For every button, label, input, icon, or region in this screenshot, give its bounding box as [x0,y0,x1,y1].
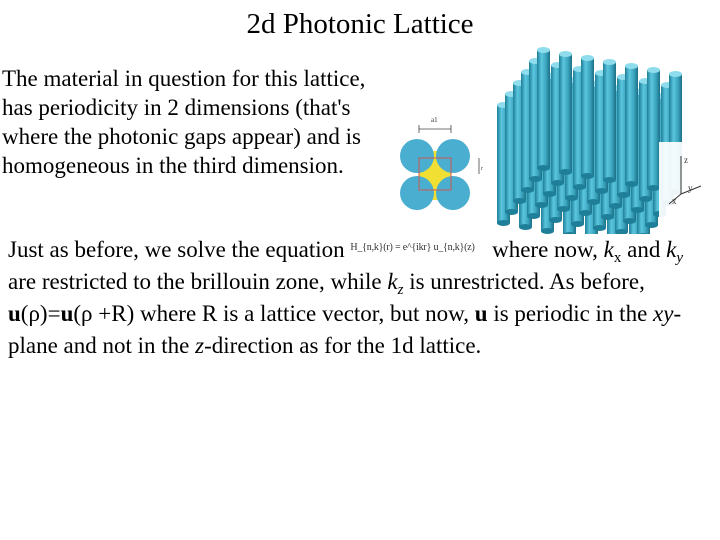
cylinder-bottom [549,217,562,223]
cylinder-bottom [625,181,638,187]
cylinder-bottom [559,169,572,175]
cylinder-bottom [535,202,548,208]
svg-text:r: r [481,166,483,172]
cylinder-bottom [639,196,652,202]
cylinder-bottom [595,188,608,194]
cylinder-lattice-figure [491,44,715,234]
cylinder-rod [537,50,550,168]
cylinder-bottom [537,165,550,171]
cylinder-bottom [571,221,584,227]
cylinder-bottom [617,192,630,198]
cylinder-top [603,59,616,65]
cylinder-bottom [573,184,586,190]
page-title: 2d Photonic Lattice [246,8,474,40]
cylinder-bottom [609,203,622,209]
axis-z-label: z [684,155,688,165]
cylinder-bottom [603,177,616,183]
cylinder-rod [581,58,594,176]
cell-label: a1 [431,116,438,124]
cylinder-bottom [579,210,592,216]
cylinder-rod [625,66,638,184]
cylinder-bottom [519,224,532,230]
unit-cell-figure [393,108,489,212]
body-paragraph: Just as before, we solve the equation H_{n,k}(r) = e^{ikr} u_{n,k}(z) where now, $k_x$ and $k_y$ are restricted to the brillouin zone, while $k_z$ is unrestricted. As before, u(ρ)=u(ρ +R) where R is a lattice vector, but now, u is periodic in the xy-plane and not in the z-direction as for the 1d lattice. [8,237,683,358]
cylinder-top [537,47,550,53]
cylinder-bottom [587,199,600,205]
cylinder-top [559,51,572,57]
cylinder-bottom [505,209,518,215]
cylinder-bottom [527,213,540,219]
cylinder-bottom [565,195,578,201]
cylinder-rod [647,70,660,188]
rod-cross-section [436,176,470,210]
cylinder-top [581,55,594,61]
cylinder-bottom [581,173,594,179]
cylinder-bottom [645,222,658,228]
cylinder-bottom [543,191,556,197]
cylinder-bottom [647,185,660,191]
cylinder-rod [603,62,616,180]
cylinder-bottom [551,180,564,186]
cylinder-top [625,63,638,69]
equation-image: H_{n,k}(r) = e^{ikr} u_{n,k}(z) [350,242,475,253]
cylinder-bottom [513,198,526,204]
cylinder-bottom [593,225,606,231]
rod-cross-section [436,139,470,173]
axis-x-label: x [672,196,677,206]
cylinder-bottom [623,218,636,224]
intro-paragraph: The material in question for this lattice, has periodicity in 2 dimensions (that's where the photonic gaps appear) and is homogeneous in the third dimension. [2,66,366,178]
cylinder-bottom [601,214,614,220]
rod-cross-section [400,139,434,173]
cylinder-bottom [631,207,644,213]
cylinder-rod [559,54,572,172]
cylinder-bottom [521,187,534,193]
cylinder-top [669,71,682,77]
cylinder-bottom [557,206,570,212]
cylinder-top [647,67,660,73]
rod-cross-section [400,176,434,210]
cylinder-bottom [529,176,542,182]
axis-y-label: y [688,183,693,193]
cylinder-bottom [497,220,510,226]
